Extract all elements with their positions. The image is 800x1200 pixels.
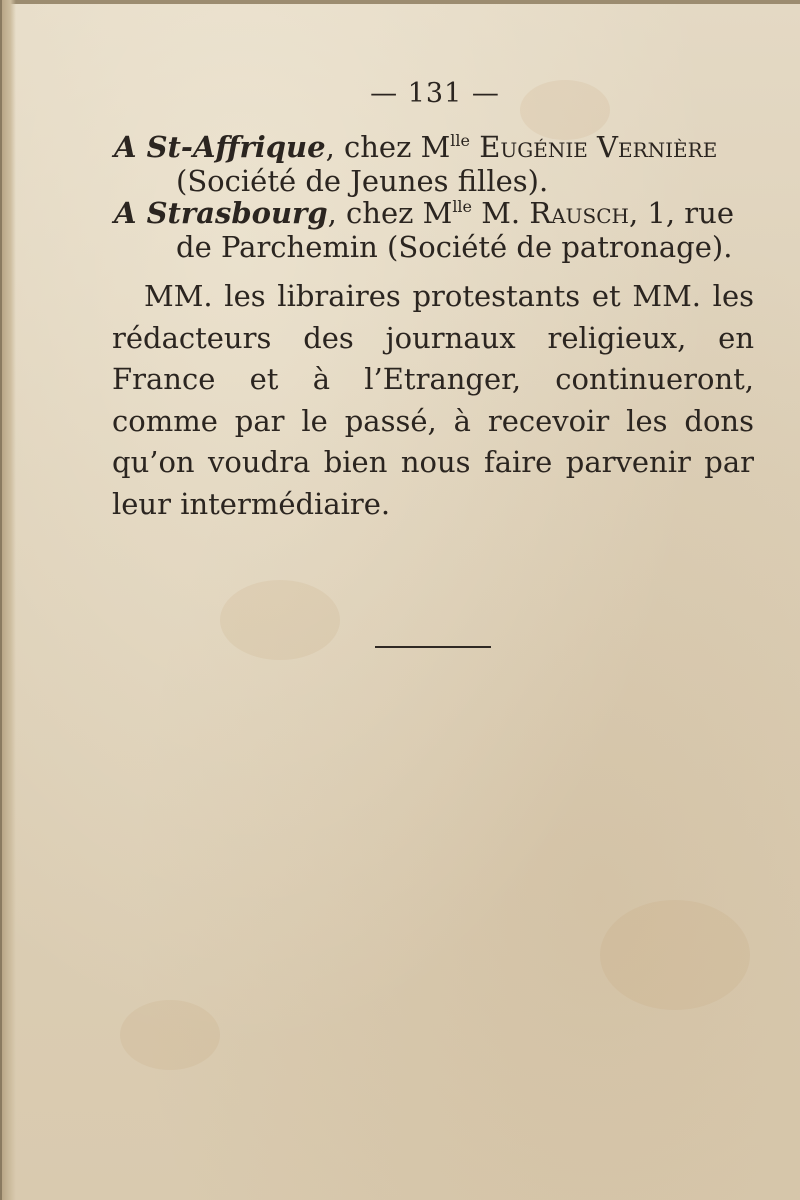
page-number: — 131 — — [370, 78, 500, 109]
place-name: A St-Affrique — [114, 130, 326, 164]
entry-strasbourg-continuation: de Parchemin (Société de patronage). — [176, 230, 733, 264]
entry-tail: , 1, rue — [628, 196, 734, 230]
title-abbreviation: lle — [452, 197, 473, 216]
paper-stain — [220, 580, 340, 660]
place-name: A Strasbourg — [114, 196, 328, 230]
entry-strasbourg — [114, 196, 734, 230]
page-gutter — [0, 0, 16, 1200]
paper-stain — [120, 1000, 220, 1070]
entry-separator: , chez M — [325, 130, 451, 164]
paper-stain — [600, 900, 750, 1010]
page-top-edge — [0, 0, 800, 4]
entry-st-affrique-continuation: (Société de Jeunes filles). — [176, 164, 549, 198]
person-name: Eugénie Vernière — [479, 130, 718, 164]
entry-st-affrique — [114, 130, 717, 164]
person-name: M. Rausch — [481, 196, 629, 230]
body-paragraph: MM. les libraires protestants et MM. les rédacteurs des journaux religieux, en France et à l’Etranger, continueront, comme par le passé, à recevoir les dons qu’on voudra bien nous faire parvenir par leur intermédiaire. — [112, 279, 754, 521]
entry-separator: , chez M — [327, 196, 453, 230]
section-divider — [375, 646, 491, 648]
title-abbreviation: lle — [450, 131, 470, 150]
